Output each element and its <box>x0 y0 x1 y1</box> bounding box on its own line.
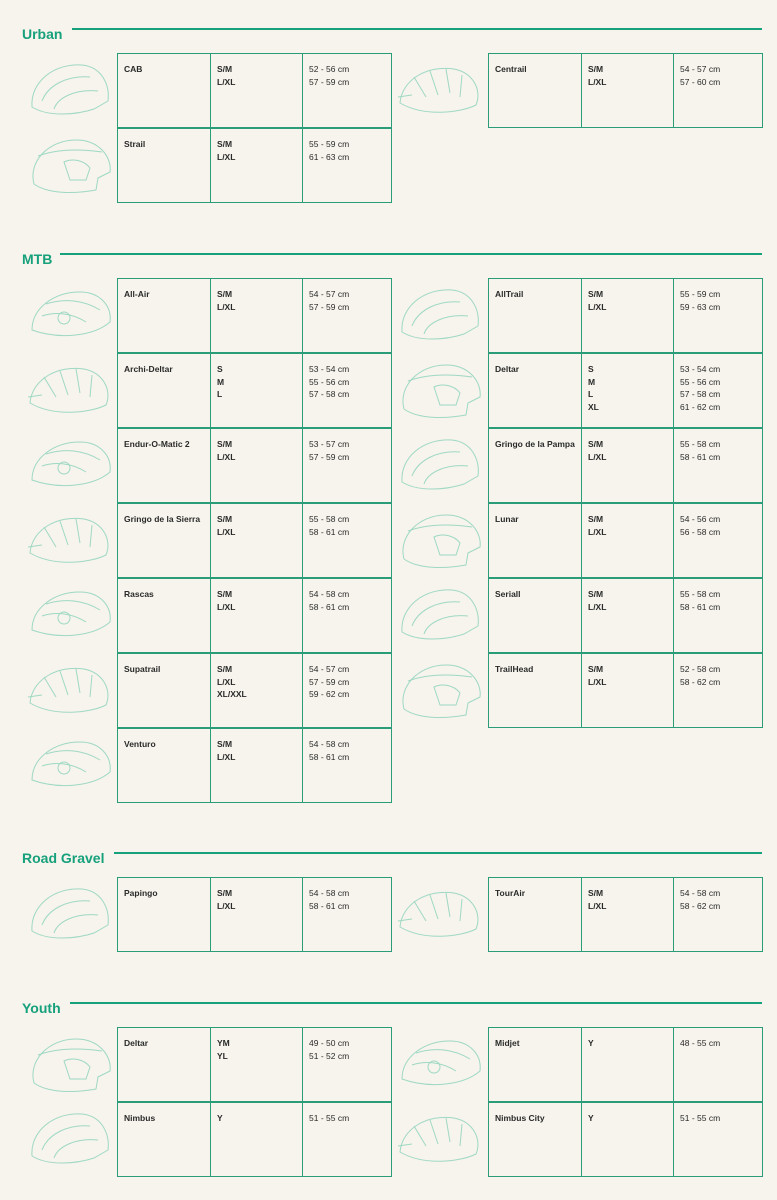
helmet-icon <box>24 1106 114 1172</box>
size-label: YL <box>217 1050 228 1061</box>
circumference-list <box>302 54 391 127</box>
helmet-model-name: Rascas <box>124 589 154 599</box>
circumference-range: 53 - 54 cm <box>680 364 721 374</box>
circumference-list <box>673 504 762 577</box>
size-label: XL <box>588 401 599 412</box>
helmet-model-name: Centrail <box>495 64 527 74</box>
size-label: L/XL <box>588 676 607 687</box>
helmet-model-name: Nimbus City <box>495 1113 545 1123</box>
size-label: S/M <box>588 439 604 449</box>
helmet-model-name: Deltar <box>124 1038 149 1048</box>
section-title-road-gravel: Road Gravel <box>22 850 110 866</box>
size-list <box>210 129 302 202</box>
circumference-list <box>302 878 391 951</box>
helmet-model-name: Midjet <box>495 1038 520 1048</box>
size-label: S/M <box>588 664 604 674</box>
size-list <box>210 54 302 127</box>
helmet-size-card <box>488 428 763 503</box>
circumference-list <box>673 654 762 727</box>
circumference-range: 58 - 62 cm <box>680 676 721 687</box>
size-label: S/M <box>588 289 604 299</box>
size-list <box>210 579 302 652</box>
circumference-range: 57 - 60 cm <box>680 76 721 87</box>
helmet-size-card <box>488 877 763 952</box>
circumference-range: 57 - 58 cm <box>680 389 721 399</box>
size-label: L <box>217 389 223 399</box>
size-label: S/M <box>217 664 233 674</box>
size-list <box>581 654 673 727</box>
circumference-range: 58 - 61 cm <box>680 601 721 612</box>
circumference-list <box>673 54 762 127</box>
size-label: L <box>588 389 594 399</box>
circumference-range: 54 - 57 cm <box>309 289 350 299</box>
circumference-range: 57 - 59 cm <box>309 451 350 462</box>
helmet-drawing <box>394 657 484 723</box>
size-label: XL/XXL <box>217 689 247 699</box>
size-label: S/M <box>217 289 233 299</box>
helmet-model-name: Lunar <box>495 514 519 524</box>
circumference-range: 61 - 62 cm <box>680 401 721 412</box>
circumference-range: 58 - 61 cm <box>309 526 350 537</box>
circumference-range: 54 - 58 cm <box>309 589 350 599</box>
size-label: S/M <box>588 514 604 524</box>
helmet-drawing <box>24 507 114 573</box>
size-label: S/M <box>217 888 233 898</box>
section-rule <box>70 1002 762 1004</box>
size-list <box>210 654 302 727</box>
helmet-model-name: Venturo <box>124 739 156 749</box>
circumference-list <box>302 354 391 427</box>
helmet-icon <box>394 1106 484 1172</box>
helmet-model-name: Nimbus <box>124 1113 156 1123</box>
section-title-youth: Youth <box>22 1000 67 1016</box>
helmet-size-card <box>117 278 392 353</box>
helmet-drawing <box>24 132 114 198</box>
size-label: M <box>588 376 596 387</box>
helmet-model-name: Deltar <box>495 364 520 374</box>
helmet-model-name: Archi-Deltar <box>124 364 173 374</box>
helmet-drawing <box>24 357 114 423</box>
helmet-icon <box>394 432 484 498</box>
size-list <box>210 279 302 352</box>
section-title-urban: Urban <box>22 26 68 42</box>
circumference-list <box>302 429 391 502</box>
helmet-icon <box>394 582 484 648</box>
circumference-range: 52 - 56 cm <box>309 64 350 74</box>
circumference-range: 58 - 62 cm <box>680 900 721 911</box>
size-list <box>210 878 302 951</box>
circumference-range: 55 - 59 cm <box>680 289 721 299</box>
circumference-range: 57 - 58 cm <box>309 389 350 399</box>
circumference-range: 54 - 56 cm <box>680 514 721 524</box>
circumference-range: 53 - 54 cm <box>309 364 350 374</box>
circumference-range: 55 - 56 cm <box>680 376 721 387</box>
helmet-model-name: Papingo <box>124 888 158 898</box>
helmet-icon <box>394 507 484 573</box>
size-label: S/M <box>217 589 233 599</box>
circumference-range: 54 - 58 cm <box>680 888 721 898</box>
size-label: L/XL <box>217 451 236 462</box>
size-label: L/XL <box>217 751 236 762</box>
helmet-drawing <box>24 657 114 723</box>
circumference-list <box>302 579 391 652</box>
size-list <box>581 504 673 577</box>
circumference-range: 55 - 58 cm <box>680 589 721 599</box>
circumference-list <box>302 1028 391 1101</box>
helmet-size-card <box>117 1027 392 1102</box>
circumference-list <box>302 279 391 352</box>
helmet-drawing <box>394 582 484 648</box>
helmet-drawing <box>394 507 484 573</box>
helmet-icon <box>24 132 114 198</box>
circumference-list <box>302 504 391 577</box>
helmet-drawing <box>394 1106 484 1172</box>
circumference-range: 59 - 63 cm <box>680 301 721 312</box>
helmet-model-name: AllTrail <box>495 289 524 299</box>
circumference-range: 57 - 59 cm <box>309 76 350 87</box>
size-list <box>581 429 673 502</box>
size-label: L/XL <box>588 526 607 537</box>
size-label: Y <box>588 1113 594 1123</box>
size-label: S/M <box>588 589 604 599</box>
helmet-drawing <box>24 1106 114 1172</box>
helmet-icon <box>24 507 114 573</box>
size-label: L/XL <box>217 676 236 687</box>
helmet-drawing <box>24 1031 114 1097</box>
helmet-drawing <box>394 881 484 947</box>
helmet-model-name: Seriall <box>495 589 521 599</box>
circumference-range: 49 - 50 cm <box>309 1038 350 1048</box>
helmet-icon <box>24 432 114 498</box>
size-label: S/M <box>217 514 233 524</box>
circumference-list <box>673 279 762 352</box>
helmet-drawing <box>394 1031 484 1097</box>
circumference-range: 58 - 61 cm <box>309 751 350 762</box>
circumference-range: 54 - 57 cm <box>309 664 350 674</box>
helmet-model-name: Gringo de la Sierra <box>124 514 201 524</box>
size-label: S/M <box>217 139 233 149</box>
helmet-model-name: All-Air <box>124 289 150 299</box>
helmet-size-card <box>117 653 392 728</box>
helmet-drawing <box>24 582 114 648</box>
helmet-size-card <box>488 278 763 353</box>
size-list <box>581 354 673 427</box>
helmet-size-card <box>117 728 392 803</box>
helmet-icon <box>24 282 114 348</box>
circumference-list <box>302 654 391 727</box>
size-label: L/XL <box>588 76 607 87</box>
helmet-size-card <box>117 1102 392 1177</box>
size-label: S/M <box>588 888 604 898</box>
helmet-size-card <box>117 578 392 653</box>
circumference-range: 54 - 57 cm <box>680 64 721 74</box>
helmet-drawing <box>24 57 114 123</box>
size-label: S <box>588 364 594 374</box>
circumference-range: 51 - 55 cm <box>309 1113 350 1123</box>
size-list <box>210 1103 302 1176</box>
helmet-drawing <box>394 432 484 498</box>
helmet-icon <box>24 1031 114 1097</box>
helmet-icon <box>24 57 114 123</box>
helmet-size-card <box>117 503 392 578</box>
helmet-model-name: TourAir <box>495 888 526 898</box>
section-rule <box>72 28 762 30</box>
circumference-list <box>673 354 762 427</box>
size-label: Y <box>588 1038 594 1048</box>
helmet-drawing <box>24 432 114 498</box>
size-list <box>210 504 302 577</box>
circumference-list <box>673 579 762 652</box>
circumference-range: 57 - 59 cm <box>309 301 350 312</box>
size-label: L/XL <box>217 76 236 87</box>
helmet-icon <box>24 357 114 423</box>
circumference-list <box>673 429 762 502</box>
helmet-size-card <box>488 1102 763 1177</box>
helmet-model-name: Gringo de la Pampa <box>495 439 575 449</box>
helmet-icon <box>394 881 484 947</box>
circumference-range: 52 - 58 cm <box>680 664 721 674</box>
circumference-range: 57 - 59 cm <box>309 676 350 687</box>
helmet-size-card <box>488 653 763 728</box>
helmet-model-name: Strail <box>124 139 146 149</box>
helmet-drawing <box>394 57 484 123</box>
helmet-icon <box>24 657 114 723</box>
size-label: L/XL <box>588 451 607 462</box>
helmet-drawing <box>24 282 114 348</box>
helmet-size-card <box>117 53 392 128</box>
helmet-size-card <box>117 353 392 428</box>
size-label: S/M <box>217 439 233 449</box>
helmet-size-card <box>488 353 763 428</box>
size-label: L/XL <box>588 301 607 312</box>
size-label: YM <box>217 1038 230 1048</box>
circumference-list <box>673 1028 762 1101</box>
size-label: L/XL <box>588 900 607 911</box>
circumference-range: 48 - 55 cm <box>680 1038 721 1048</box>
helmet-model-name: Supatrail <box>124 664 161 674</box>
helmet-size-card <box>488 503 763 578</box>
helmet-icon <box>394 282 484 348</box>
circumference-range: 53 - 57 cm <box>309 439 350 449</box>
size-label: L/XL <box>588 601 607 612</box>
size-label: Y <box>217 1113 223 1123</box>
helmet-model-name: TrailHead <box>495 664 534 674</box>
size-list <box>210 1028 302 1101</box>
helmet-icon <box>24 732 114 798</box>
helmet-size-card <box>488 578 763 653</box>
circumference-range: 55 - 56 cm <box>309 376 350 387</box>
circumference-range: 54 - 58 cm <box>309 888 350 898</box>
size-label: M <box>217 376 225 387</box>
helmet-size-card <box>488 1027 763 1102</box>
helmet-drawing <box>394 282 484 348</box>
circumference-range: 54 - 58 cm <box>309 739 350 749</box>
circumference-list <box>302 1103 391 1176</box>
size-label: S/M <box>588 64 604 74</box>
helmet-model-name: CAB <box>124 64 143 74</box>
helmet-size-card <box>117 128 392 203</box>
section-rule <box>60 253 762 255</box>
size-list <box>581 279 673 352</box>
size-list <box>210 729 302 802</box>
size-label: S/M <box>217 64 233 74</box>
circumference-list <box>302 729 391 802</box>
size-label: S/M <box>217 739 233 749</box>
helmet-size-card <box>117 428 392 503</box>
size-list <box>581 878 673 951</box>
size-list <box>210 429 302 502</box>
section-rule <box>114 852 762 854</box>
size-label: L/XL <box>217 301 236 312</box>
helmet-size-card <box>488 53 763 128</box>
size-list <box>581 1103 673 1176</box>
circumference-list <box>673 878 762 951</box>
helmet-drawing <box>24 881 114 947</box>
helmet-drawing <box>24 732 114 798</box>
size-list <box>581 579 673 652</box>
size-label: S <box>217 364 223 374</box>
size-label: L/XL <box>217 900 236 911</box>
circumference-range: 56 - 58 cm <box>680 526 721 537</box>
circumference-list <box>302 129 391 202</box>
section-title-mtb: MTB <box>22 251 58 267</box>
circumference-range: 58 - 61 cm <box>309 900 350 911</box>
helmet-size-card <box>117 877 392 952</box>
circumference-range: 55 - 59 cm <box>309 139 350 149</box>
circumference-list <box>673 1103 762 1176</box>
circumference-range: 59 - 62 cm <box>309 689 350 699</box>
circumference-range: 51 - 52 cm <box>309 1050 350 1061</box>
helmet-icon <box>24 881 114 947</box>
size-label: L/XL <box>217 601 236 612</box>
helmet-icon <box>24 582 114 648</box>
size-label: L/XL <box>217 526 236 537</box>
circumference-range: 61 - 63 cm <box>309 151 350 162</box>
helmet-icon <box>394 657 484 723</box>
size-list <box>210 354 302 427</box>
helmet-drawing <box>394 357 484 423</box>
helmet-icon <box>394 57 484 123</box>
size-list <box>581 1028 673 1101</box>
helmet-icon <box>394 357 484 423</box>
helmet-model-name: Endur-O-Matic 2 <box>124 439 190 449</box>
circumference-range: 55 - 58 cm <box>680 439 721 449</box>
size-label: L/XL <box>217 151 236 162</box>
circumference-range: 55 - 58 cm <box>309 514 350 524</box>
size-list <box>581 54 673 127</box>
circumference-range: 51 - 55 cm <box>680 1113 721 1123</box>
helmet-icon <box>394 1031 484 1097</box>
circumference-range: 58 - 61 cm <box>680 451 721 462</box>
circumference-range: 58 - 61 cm <box>309 601 350 612</box>
